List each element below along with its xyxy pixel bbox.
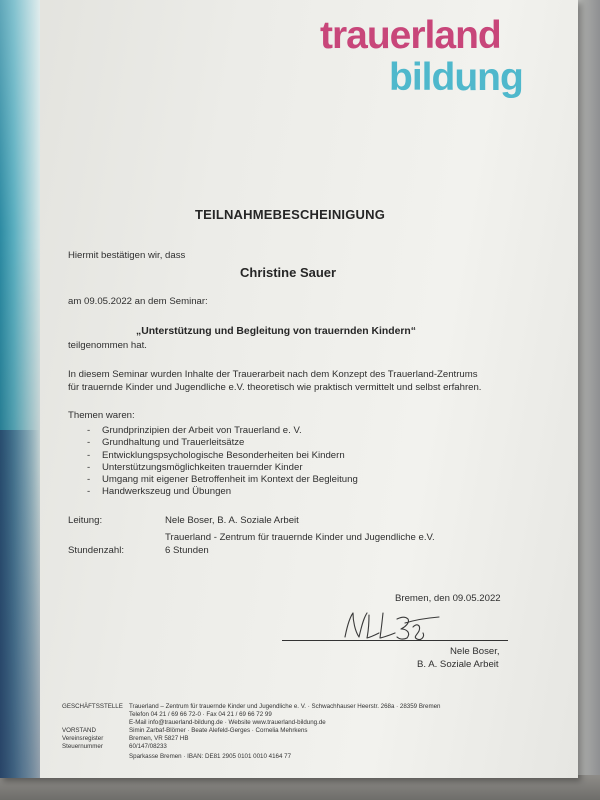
- footer-board-label: VORSTAND: [62, 727, 96, 734]
- certificate-title: TEILNAHMEBESCHEINIGUNG: [195, 207, 386, 222]
- description-line-2: für trauernde Kinder und Jugendliche e.V. theoretisch wie praktisch vermittelt und selbst erfahren.: [68, 382, 482, 393]
- decorative-side-strip-shade: [0, 430, 40, 778]
- hours-value: 6 Stunden: [165, 545, 209, 556]
- footer-email: E-Mail info@trauerland-bildung.de · Website www.trauerland-bildung.de: [129, 719, 326, 726]
- background-surface-bottom: [0, 775, 600, 800]
- signature-line: [282, 640, 508, 641]
- footer-tax-label: Steuernummer: [62, 743, 103, 750]
- topics-list: [87, 425, 358, 499]
- footer-bank: Sparkasse Bremen · IBAN: DE81 2905 0101 0010 4164 77: [129, 753, 292, 760]
- list-item: - Umgang mit eigener Betroffenheit im Kontext der Begleitung: [87, 474, 358, 486]
- footer-phone: Telefon 04 21 / 69 66 72-0 · Fax 04 21 / 69 66 72 99: [129, 711, 272, 718]
- footer-tax-text: 60/147/08233: [129, 743, 167, 750]
- seminar-date-line: am 09.05.2022 an dem Seminar:: [68, 296, 208, 307]
- list-item: - Grundhaltung und Trauerleitsätze: [87, 437, 358, 449]
- footer-office-text: Trauerland – Zentrum für trauernde Kinder und Jugendliche e. V. · Schwachhauser Heerstr. 268a · 28359 Bremen: [129, 703, 441, 710]
- participant-name: Christine Sauer: [240, 265, 337, 280]
- list-item: - Grundprinzipien der Arbeit von Trauerland e. V.: [87, 425, 358, 437]
- confirmation-text: Hiermit bestätigen wir, dass: [68, 250, 186, 261]
- signature-graphic: [335, 607, 445, 647]
- signer-title: B. A. Soziale Arbeit: [417, 659, 499, 670]
- footer-office-label: GESCHÄFTSSTELLE: [62, 703, 123, 710]
- footer-board-text: Simin Zarbaf-Blömer · Beate Alefeld-Gerges · Cornelia Mehrkens: [129, 727, 308, 734]
- logo-bildung: bildung: [389, 56, 523, 99]
- footer-register-label: Vereinsregister: [62, 735, 104, 742]
- hours-label: Stundenzahl:: [68, 545, 125, 556]
- footer-register-text: Bremen, VR 5827 HB: [129, 735, 189, 742]
- leitung-organization: Trauerland - Zentrum für trauernde Kinder und Jugendliche e.V.: [165, 532, 435, 543]
- leitung-label: Leitung:: [68, 515, 103, 526]
- leitung-name: Nele Boser, B. A. Soziale Arbeit: [165, 515, 299, 526]
- logo-trauerland: trauerland: [320, 14, 501, 57]
- list-item: - Unterstützungsmöglichkeiten trauernder Kinder: [87, 462, 358, 474]
- seminar-title: „Unterstützung und Begleitung von trauernden Kindern“: [136, 326, 416, 337]
- list-item: - Entwicklungspsychologische Besonderheiten bei Kindern: [87, 450, 358, 462]
- list-item: - Handwerkszeug und Übungen: [87, 486, 358, 498]
- place-date: Bremen, den 09.05.2022: [395, 593, 501, 604]
- topics-label: Themen waren:: [68, 410, 135, 421]
- description-line-1: In diesem Seminar wurden Inhalte der Trauerarbeit nach dem Konzept des Trauerland-Zentrums: [68, 369, 478, 380]
- participated-text: teilgenommen hat.: [68, 340, 147, 351]
- signer-name: Nele Boser,: [450, 646, 500, 657]
